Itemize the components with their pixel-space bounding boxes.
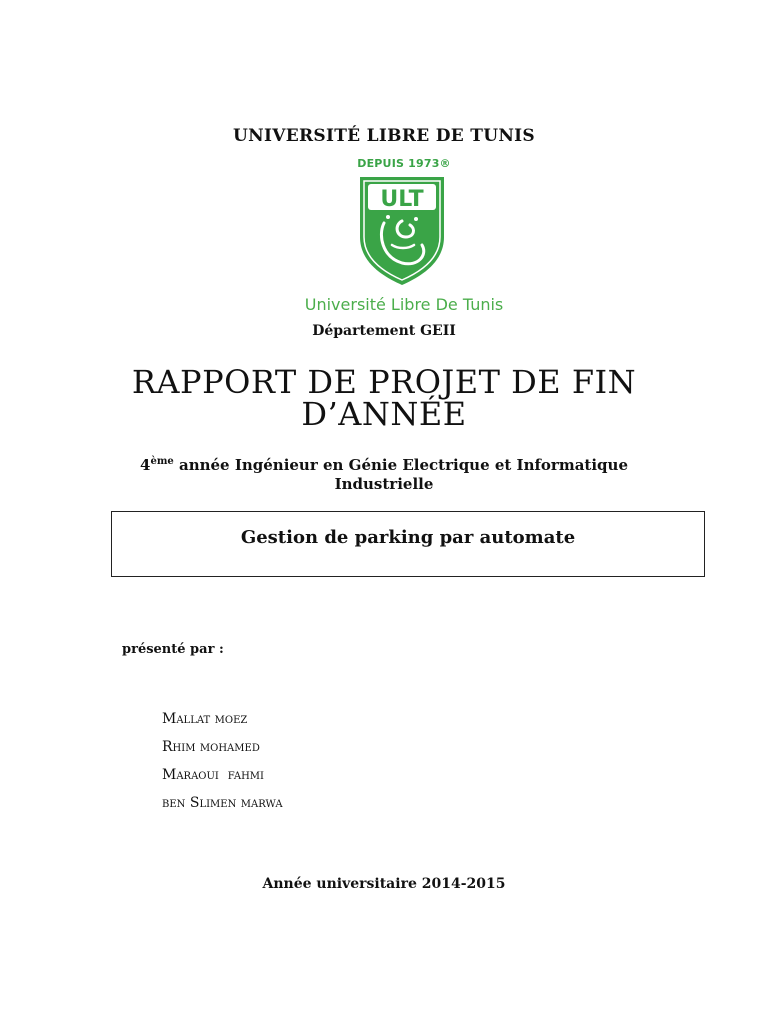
university-logo — [284, 155, 524, 320]
report-title — [0, 363, 768, 433]
program-line-1-text: année Ingénieur en Génie Electrique et Informatique — [173, 456, 628, 474]
author-list — [162, 705, 283, 817]
shield-icon — [358, 175, 446, 287]
author-name: Maraoui fahmi — [162, 767, 264, 783]
program-ordinal-suffix: ème — [150, 456, 174, 467]
program-line-1 — [120, 452, 648, 475]
project-title-box — [111, 511, 705, 577]
author-name: Mallat moez — [162, 711, 248, 727]
project-title: Gestion de parking par automate — [240, 527, 576, 548]
academic-year: Année universitaire 2014-2015 — [262, 876, 506, 892]
university-name: UNIVERSITÉ LIBRE DE TUNIS — [233, 126, 535, 146]
logo-emblem-text: ULT — [380, 187, 424, 212]
department-name: Département GEII — [312, 323, 456, 339]
program-description — [120, 452, 648, 494]
program-ordinal: 4 — [140, 456, 151, 474]
author-name: Rhim mohamed — [162, 739, 260, 755]
presented-by-label: présenté par : — [122, 642, 224, 657]
report-title-line-1: RAPPORT DE PROJET DE FIN — [131, 363, 637, 401]
report-title-line-2: D’ANNÉE — [301, 395, 467, 433]
program-line-2: Industrielle — [334, 475, 434, 493]
author-name: ben Slimen marwa — [162, 795, 283, 811]
logo-university-name: Université Libre De Tunis — [304, 295, 504, 314]
logo-since-text: DEPUIS 1973® — [357, 157, 451, 170]
